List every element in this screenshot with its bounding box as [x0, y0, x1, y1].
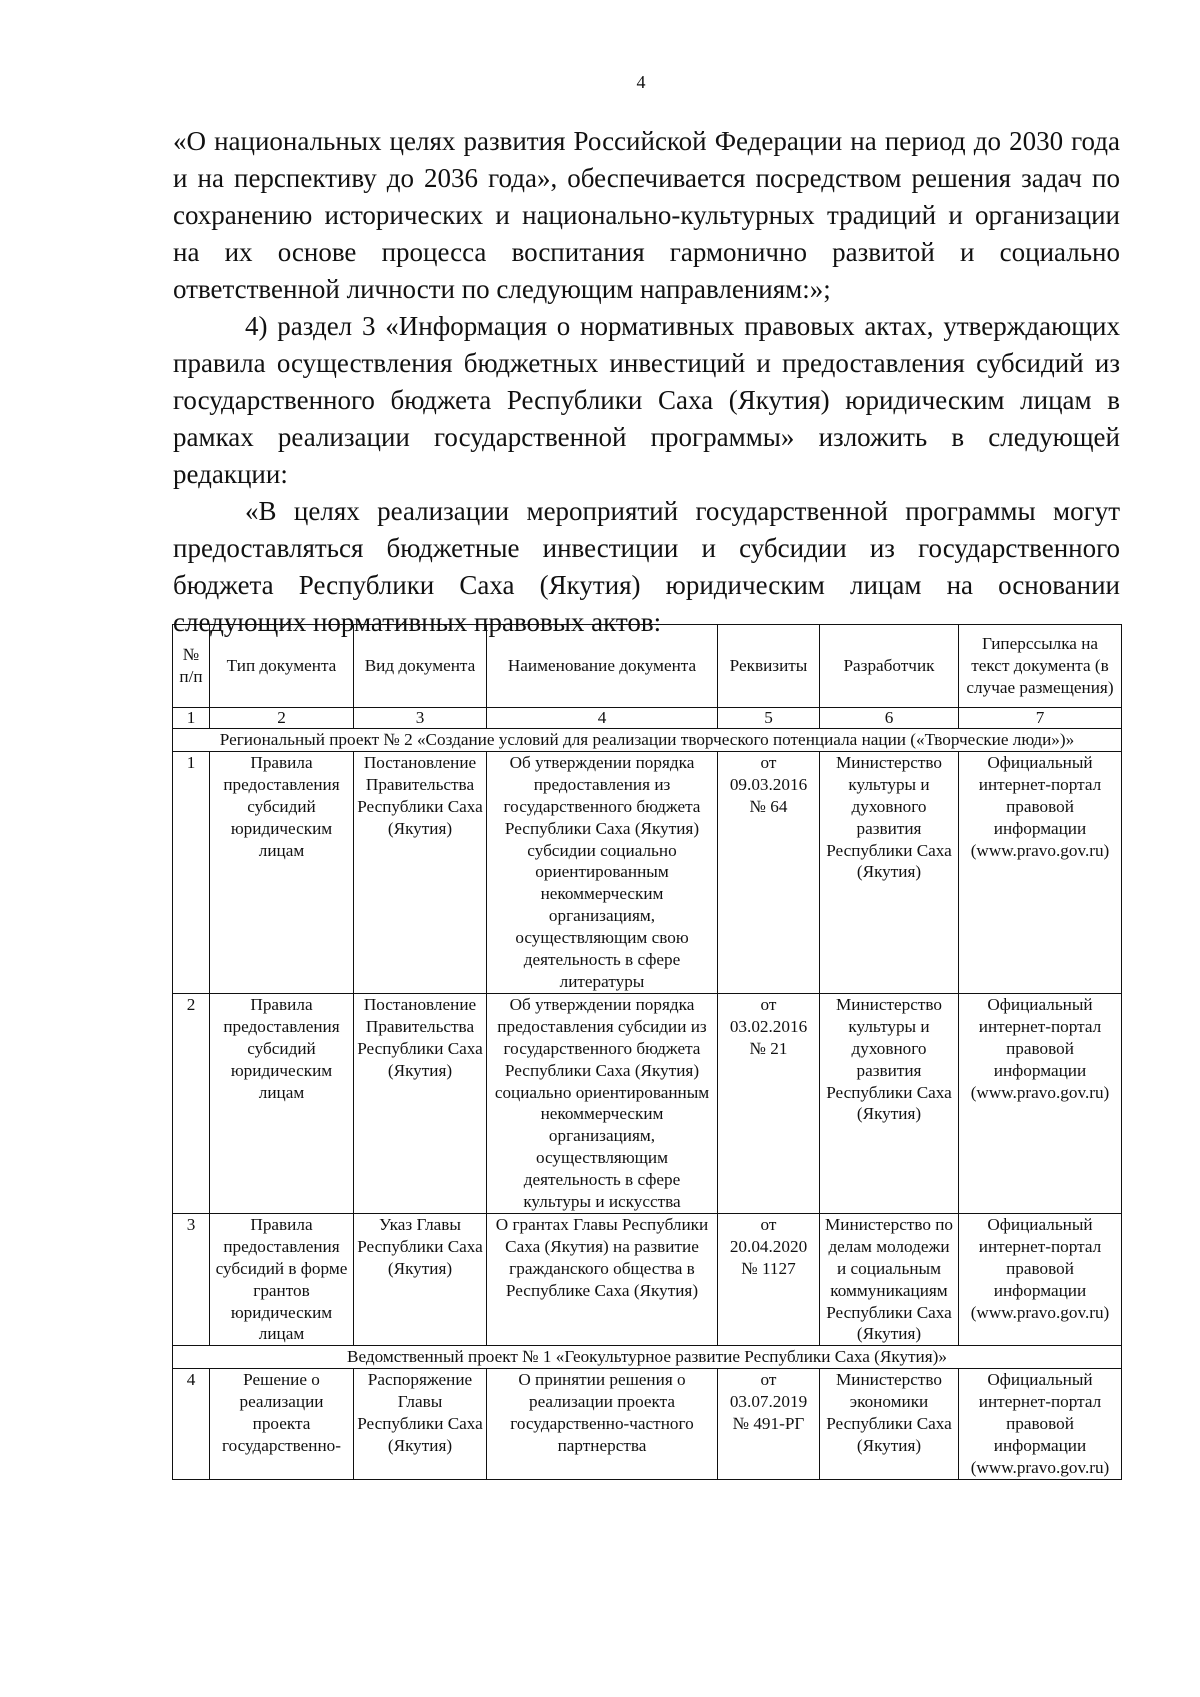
- cell-type: Правила предоставления субсидий юридическим лицам: [210, 751, 354, 993]
- section-row: [173, 1346, 1122, 1369]
- column-number: 4: [487, 708, 718, 729]
- cell-developer: Министерство экономики Республики Саха (Якутия): [820, 1369, 959, 1480]
- legal-acts-table: [172, 624, 1122, 1480]
- cell-developer: Министерство культуры и духовного развития Республики Саха (Якутия): [820, 993, 959, 1213]
- column-header: Тип документа: [210, 625, 354, 708]
- table-row: [173, 1369, 1122, 1480]
- cell-kind: Постановление Правительства Республики Саха (Якутия): [354, 751, 487, 993]
- cell-details: от 03.02.2016 № 21: [718, 993, 820, 1213]
- column-number: 1: [173, 708, 210, 729]
- cell-num: 3: [173, 1213, 210, 1345]
- cell-kind: Распоряжение Главы Республики Саха (Якутия): [354, 1369, 487, 1480]
- section-title-regional-project: Региональный проект № 2 «Создание условий для реализации творческого потенциала нации («Творческие люди»)»: [173, 729, 1122, 752]
- cell-type: Правила предоставления субсидий в форме грантов юридическим лицам: [210, 1213, 354, 1345]
- column-number: 5: [718, 708, 820, 729]
- cell-num: 2: [173, 993, 210, 1213]
- column-header: Наименование документа: [487, 625, 718, 708]
- table-row: [173, 1213, 1122, 1345]
- column-number-row: [173, 708, 1122, 729]
- cell-details: от 03.07.2019 № 491-РГ: [718, 1369, 820, 1480]
- body-text: [173, 123, 1120, 641]
- cell-name: Об утверждении порядка предоставления из государственного бюджета Республики Саха (Якутия) субсидии социально ориентированным некоммерческим организациям, осуществляющим свою деятельность в сфере литературы: [487, 751, 718, 993]
- column-header: Разработчик: [820, 625, 959, 708]
- cell-link: Официальный интернет-портал правовой информации (www.pravo.gov.ru): [959, 1213, 1122, 1345]
- column-number: 7: [959, 708, 1122, 729]
- cell-name: О принятии решения о реализации проекта государственно-частного партнерства: [487, 1369, 718, 1480]
- paragraph-2: 4) раздел 3 «Информация о нормативных правовых актах, утверждающих правила осуществления бюджетных инвестиций и предоставления субсидий из государственного бюджета Республики Саха (Якутия) юридическим лицам в рамках реализации государственной программы» изложить в следующей редакции:: [173, 311, 1120, 489]
- cell-type: Правила предоставления субсидий юридическим лицам: [210, 993, 354, 1213]
- column-header: № п/п: [173, 625, 210, 708]
- cell-developer: Министерство культуры и духовного развития Республики Саха (Якутия): [820, 751, 959, 993]
- column-number: 2: [210, 708, 354, 729]
- cell-link: Официальный интернет-портал правовой информации (www.pravo.gov.ru): [959, 1369, 1122, 1480]
- column-number: 6: [820, 708, 959, 729]
- cell-link: Официальный интернет-портал правовой информации (www.pravo.gov.ru): [959, 751, 1122, 993]
- column-header: Гиперссылка на текст документа (в случае размещения): [959, 625, 1122, 708]
- cell-details: от 09.03.2016 № 64: [718, 751, 820, 993]
- cell-kind: Постановление Правительства Республики Саха (Якутия): [354, 993, 487, 1213]
- section-row: [173, 729, 1122, 752]
- cell-name: О грантах Главы Республики Саха (Якутия) на развитие гражданского общества в Республике Саха (Якутия): [487, 1213, 718, 1345]
- cell-details: от 20.04.2020 № 1127: [718, 1213, 820, 1345]
- section-title-departmental-project: Ведомственный проект № 1 «Геокультурное развитие Республики Саха (Якутия)»: [173, 1346, 1122, 1369]
- paragraph-3: «В целях реализации мероприятий государственной программы могут предоставляться бюджетные инвестиции и субсидии из государственного бюджета Республики Саха (Якутия) юридическим лицам на основании следующих нормативных правовых актов:: [173, 496, 1120, 637]
- cell-num: 1: [173, 751, 210, 993]
- paragraph-1: «О национальных целях развития Российской Федерации на период до 2030 года и на перспективу до 2036 года», обеспечивается посредством решения задач по сохранению исторических и национально-культурных традиций и организации на их основе процесса воспитания гармонично развитой и социально ответственной личности по следующим направлениям:»;: [173, 126, 1120, 304]
- cell-developer: Министерство по делам молодежи и социальным коммуникациям Республики Саха (Якутия): [820, 1213, 959, 1345]
- column-header: Вид документа: [354, 625, 487, 708]
- column-number: 3: [354, 708, 487, 729]
- page-number: 4: [636, 72, 646, 92]
- cell-link: Официальный интернет-портал правовой информации (www.pravo.gov.ru): [959, 993, 1122, 1213]
- cell-kind: Указ Главы Республики Саха (Якутия): [354, 1213, 487, 1345]
- column-header: Реквизиты: [718, 625, 820, 708]
- table-row: [173, 751, 1122, 993]
- cell-type: Решение о реализации проекта государственно-: [210, 1369, 354, 1480]
- table-header-row: [173, 625, 1122, 708]
- cell-name: Об утверждении порядка предоставления субсидии из государственного бюджета Республики Саха (Якутия) социально ориентированным некоммерческим организациям, осуществляющим деятельность в сфере культуры и искусства: [487, 993, 718, 1213]
- cell-num: 4: [173, 1369, 210, 1480]
- table-row: [173, 993, 1122, 1213]
